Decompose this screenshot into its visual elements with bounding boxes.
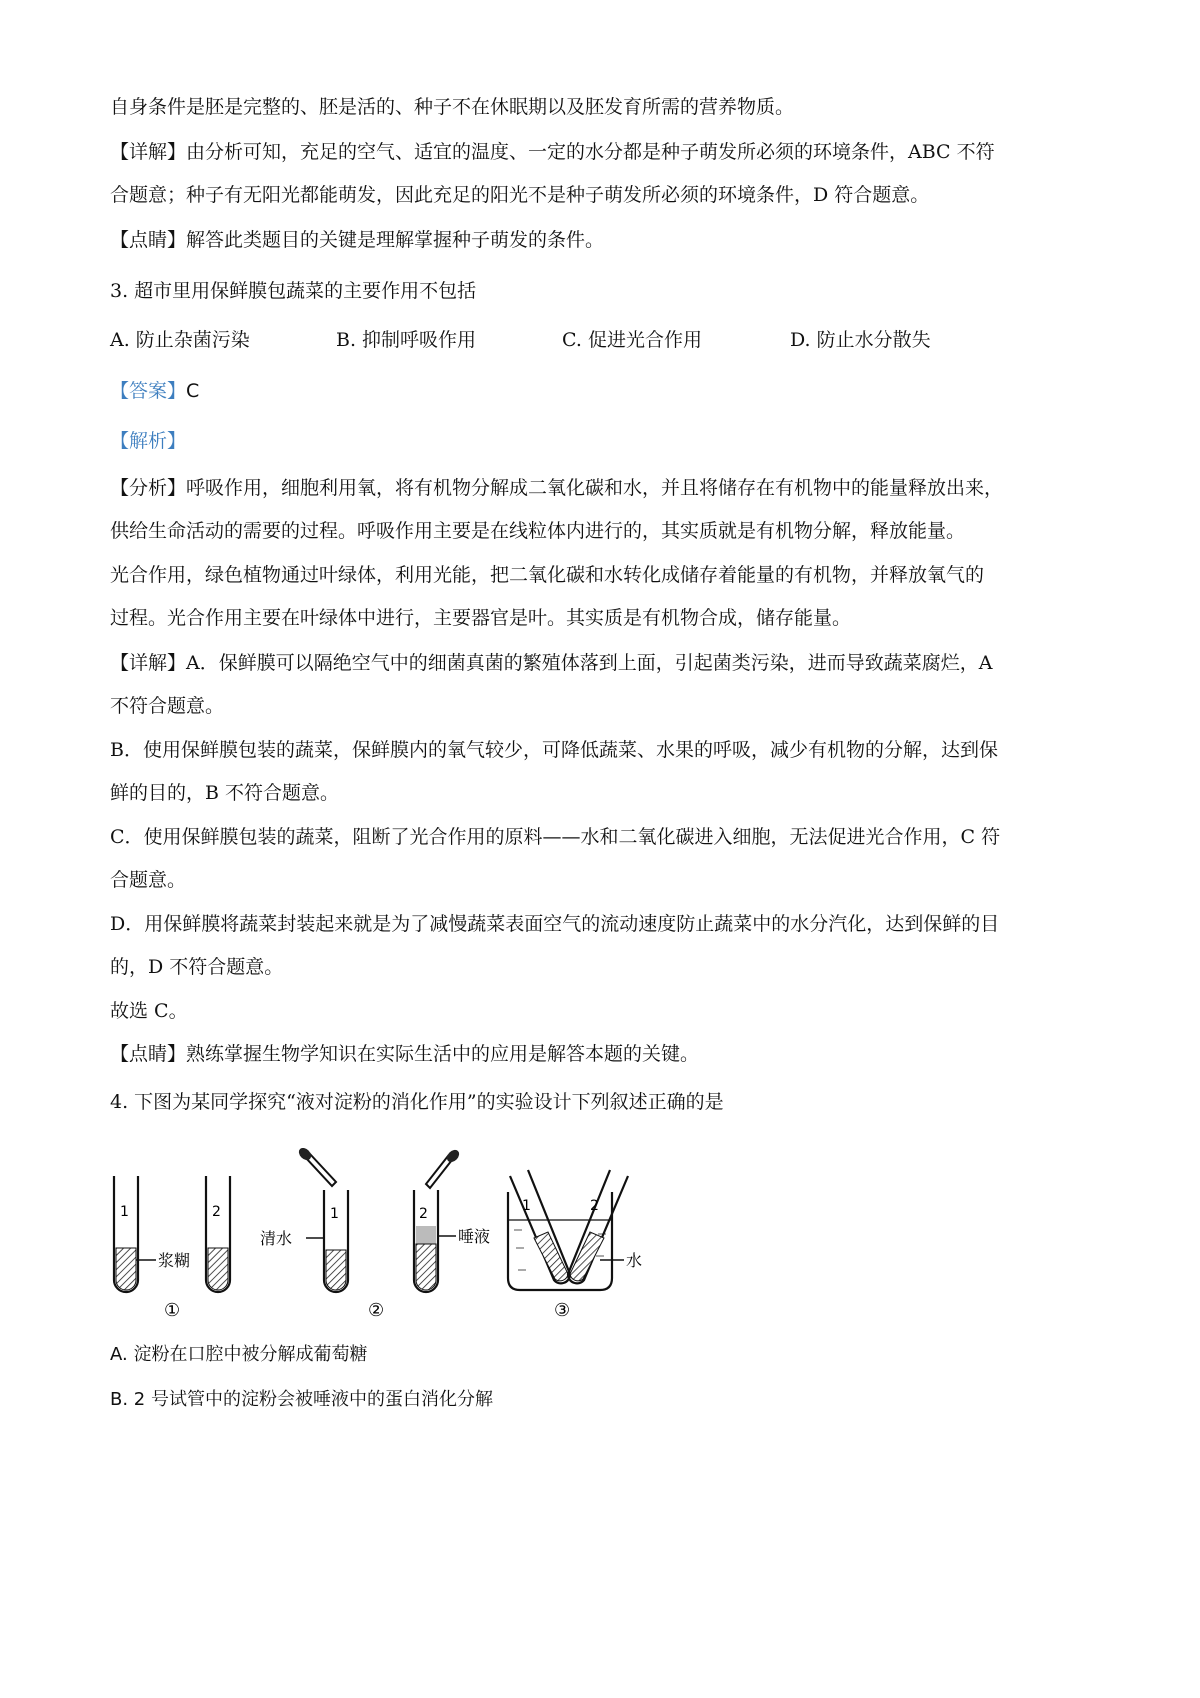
q3-detail-d1: D．用保鲜膜将蔬菜封装起来就是为了减慢蔬菜表面空气的流动速度防止蔬菜中的水分汽化，达到保鲜的目 bbox=[110, 913, 1000, 935]
tube-1-number: 1 bbox=[120, 1204, 129, 1220]
q2-detail-line2: 合题意；种子有无阳光都能萌发，因此充足的阳光不是种子萌发所必须的环境条件，D 符合题意。 bbox=[110, 184, 930, 206]
q3-option-b: B. 抑制呼吸作用 bbox=[336, 329, 477, 351]
detail-text: 由分析可知，充足的空气、适宜的温度、一定的水分都是种子萌发所必须的环境条件，ABC 不符 bbox=[186, 141, 995, 163]
q3-fenxi-line4: 过程。光合作用主要在叶绿体中进行，主要器官是叶。其实质是有机物合成，储存能量。 bbox=[110, 607, 852, 629]
experiment-figure bbox=[110, 1148, 670, 1328]
q3-analysis-label: 【解析】 bbox=[110, 430, 187, 452]
detail-a-text: A．保鲜膜可以隔绝空气中的细菌真菌的繁殖体落到上面，引起菌类污染，进而导致蔬菜腐烂，A bbox=[186, 652, 993, 674]
bath-tube-1-number: 1 bbox=[522, 1198, 531, 1214]
answer-value: C bbox=[186, 380, 200, 402]
detail-label: 【详解】 bbox=[110, 652, 187, 674]
intro-line: 自身条件是胚是完整的、胚是活的、种子不在休眠期以及胚发育所需的营养物质。 bbox=[110, 96, 795, 118]
step-3-marker: ③ bbox=[554, 1300, 571, 1321]
tube-water-paste bbox=[326, 1250, 346, 1290]
q3-detail-c1: C．使用保鲜膜包装的蔬菜，阻断了光合作用的原料——水和二氧化碳进入细胞，无法促进光合作用，C 符 bbox=[110, 826, 1001, 848]
beaker-water-label: 水 bbox=[626, 1251, 643, 1270]
water-label: 清水 bbox=[260, 1229, 293, 1248]
step-1-marker: ① bbox=[164, 1300, 181, 1321]
fenxi-label: 【分析】 bbox=[110, 477, 187, 499]
paste-label: 浆糊 bbox=[158, 1251, 191, 1270]
tip-text: 解答此类题目的关键是理解掌握种子萌发的条件。 bbox=[186, 229, 605, 251]
answer-label: 【答案】 bbox=[110, 380, 187, 402]
q3-option-a: A. 防止杂菌污染 bbox=[110, 329, 250, 351]
step3-water-bath bbox=[508, 1170, 642, 1321]
step2-tubes bbox=[260, 1148, 490, 1321]
q3-option-c: C. 促进光合作用 bbox=[562, 329, 702, 351]
dropper-1 bbox=[306, 1154, 336, 1186]
q4-stem: 4. 下图为某同学探究“液对淀粉的消化作用”的实验设计下列叙述正确的是 bbox=[110, 1091, 724, 1113]
q3-tip bbox=[110, 1042, 699, 1066]
q3-stem: 3. 超市里用保鲜膜包蔬菜的主要作用不包括 bbox=[110, 280, 477, 302]
tube-water-number: 1 bbox=[330, 1206, 339, 1222]
tip-label: 【点睛】 bbox=[110, 1043, 187, 1065]
q3-detail-a1 bbox=[110, 651, 992, 675]
q3-fenxi-line3: 光合作用，绿色植物通过叶绿体，利用光能，把二氧化碳和水转化成储存着能量的有机物，并释放氧气的 bbox=[110, 564, 985, 586]
saliva-label: 唾液 bbox=[458, 1227, 491, 1246]
q2-tip bbox=[110, 228, 604, 252]
q3-detail-b1: B．使用保鲜膜包装的蔬菜，保鲜膜内的氧气较少，可降低蔬菜、水果的呼吸，减少有机物的分解，达到保 bbox=[110, 739, 998, 761]
q3-detail-c2: 合题意。 bbox=[110, 869, 187, 891]
q2-detail-line1 bbox=[110, 140, 995, 164]
q4-option-a: A. 淀粉在口腔中被分解成葡萄糖 bbox=[110, 1344, 368, 1365]
step1-tubes bbox=[114, 1176, 230, 1321]
q3-option-d: D. 防止水分散失 bbox=[790, 329, 931, 351]
q3-detail-d2: 的，D 不符合题意。 bbox=[110, 956, 284, 978]
q3-answer bbox=[110, 379, 199, 403]
tube-saliva-liquid bbox=[416, 1226, 436, 1244]
q3-detail-a2: 不符合题意。 bbox=[110, 695, 225, 717]
tube-2-paste bbox=[208, 1248, 228, 1290]
bath-tube-2-number: 2 bbox=[590, 1198, 599, 1214]
tube-2-number: 2 bbox=[212, 1204, 221, 1220]
tube-saliva-number: 2 bbox=[419, 1206, 428, 1222]
tube-saliva-paste bbox=[416, 1244, 436, 1290]
detail-label: 【详解】 bbox=[110, 141, 187, 163]
fenxi-text: 呼吸作用，细胞利用氧，将有机物分解成二氧化碳和水，并且将储存在有机物中的能量释放出来， bbox=[186, 477, 1004, 499]
tube-1-paste bbox=[116, 1248, 136, 1290]
q3-choose: 故选 C。 bbox=[110, 1000, 188, 1022]
tip-label: 【点睛】 bbox=[110, 229, 187, 251]
q3-detail-b2: 鲜的目的，B 不符合题意。 bbox=[110, 782, 340, 804]
q4-option-b: B. 2 号试管中的淀粉会被唾液中的蛋白消化分解 bbox=[110, 1389, 493, 1410]
q3-fenxi-line1 bbox=[110, 476, 1003, 500]
q3-fenxi-line2: 供给生命活动的需要的过程。呼吸作用主要是在线粒体内进行的，其实质就是有机物分解，释放能量。 bbox=[110, 520, 966, 542]
step-2-marker: ② bbox=[368, 1300, 385, 1321]
tip-text: 熟练掌握生物学知识在实际生活中的应用是解答本题的关键。 bbox=[186, 1043, 700, 1065]
